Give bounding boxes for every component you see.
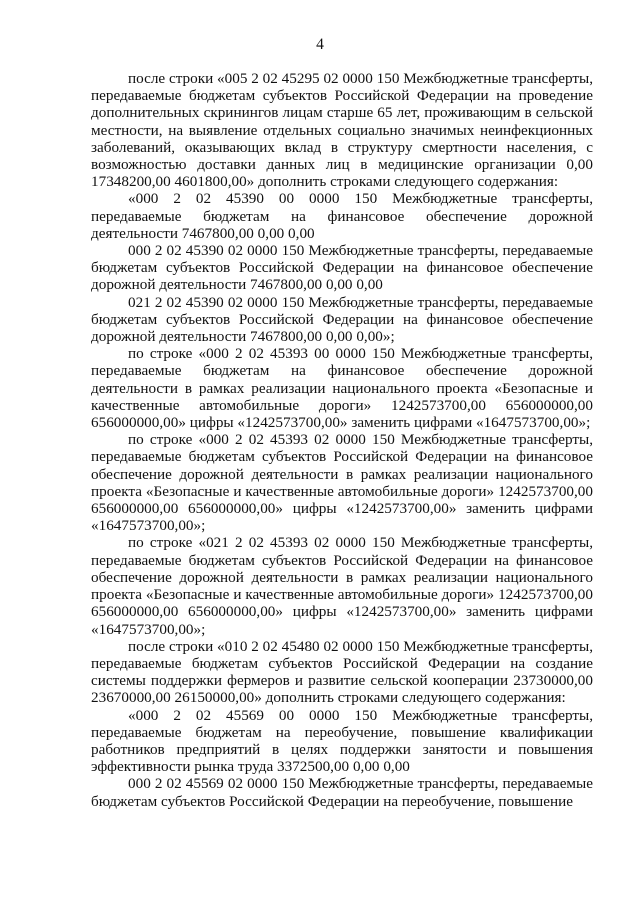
paragraph-new-021-45390-02: 021 2 02 45390 02 0000 150 Межбюджетные трансферты, передаваемые бюджетам субъектов Российской Федерации на финансовое обеспечение дорожной деятельности 7467800,00 0,00 0,00»; [91, 293, 593, 346]
paragraph-replace-021-45393-02: по строке «021 2 02 45393 02 0000 150 Межбюджетные трансферты, передаваемые бюджетам субъектов Российской Федерации на финансовое обеспечение дорожной деятельности в рамках реализации национального проекта «Безопасные и качественные автомобильные дороги» 1242573700,00 656000000,00 656000000,00» цифры «1242573700,00» заменить цифрами «1647573700,00»; [91, 534, 593, 638]
page-number: 4 [316, 36, 324, 53]
paragraph-new-45390-00: «000 2 02 45390 00 0000 150 Межбюджетные трансферты, передаваемые бюджетам на финансовое обеспечение дорожной деятельности 7467800,00 0,00 0,00 [91, 190, 593, 242]
paragraph-new-45569-00: «000 2 02 45569 00 0000 150 Межбюджетные трансферты, передаваемые бюджетам на переобучение, повышение квалификации работников предприятий в целях поддержки занятости и повышения эффективности рынка труда 3372500,00 0,00 0,00 [91, 706, 593, 776]
paragraph-amend-after-45295: после строки «005 2 02 45295 02 0000 150 Межбюджетные трансферты, передаваемые бюджетам субъектов Российской Федерации на проведение дополнительных скринингов лицам старше 65 лет, проживающим в сельской местности, на выявление отдельных социально значимых неинфекционных заболеваний, оказывающих вклад в структуру смертности населения, с возможностью доставки данных лиц в медицинские организации 0,00 17348200,00 4601800,00» дополнить строками следующего содержания: [91, 70, 593, 191]
paragraph-new-45390-02: 000 2 02 45390 02 0000 150 Межбюджетные трансферты, передаваемые бюджетам субъектов Российской Федерации на финансовое обеспечение дорожной деятельности 7467800,00 0,00 0,00 [91, 242, 593, 294]
paragraph-replace-45393-00: по строке «000 2 02 45393 00 0000 150 Межбюджетные трансферты, передаваемые бюджетам на финансовое обеспечение дорожной деятельности в рамках реализации национального проекта «Безопасные и качественные автомобильные дороги» 1242573700,00 656000000,00 656000000,00» цифры «1242573700,00» заменить цифрами «1647573700,00»; [91, 345, 593, 432]
paragraph-new-45569-02: 000 2 02 45569 02 0000 150 Межбюджетные трансферты, передаваемые бюджетам субъектов Российской Федерации на переобучение, повышение [91, 775, 593, 810]
paragraph-replace-45393-02: по строке «000 2 02 45393 02 0000 150 Межбюджетные трансферты, передаваемые бюджетам субъектов Российской Федерации на финансовое обеспечение дорожной деятельности в рамках реализации национального проекта «Безопасные и качественные автомобильные дороги» 1242573700,00 656000000,00 656000000,00» цифры «1242573700,00» заменить цифрами «1647573700,00»; [91, 431, 593, 535]
document-body [91, 70, 593, 810]
paragraph-amend-after-45480: после строки «010 2 02 45480 02 0000 150 Межбюджетные трансферты, передаваемые бюджетам субъектов Российской Федерации на создание системы поддержки фермеров и развитие сельской кооперации 23730000,00 23670000,00 26150000,00» дополнить строками следующего содержания: [91, 637, 593, 707]
